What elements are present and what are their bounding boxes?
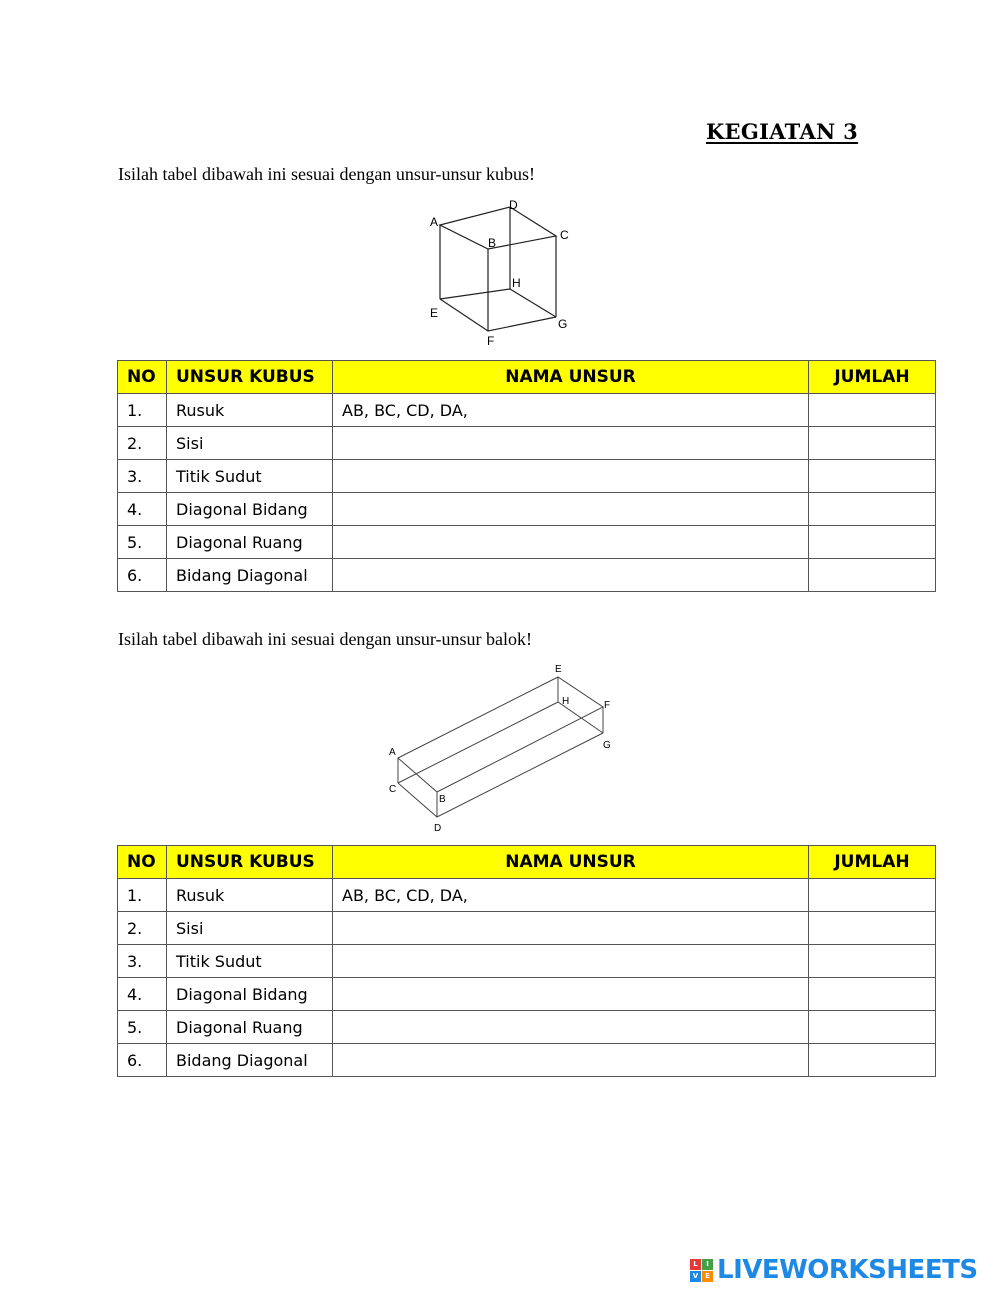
cell-unsur: Diagonal Ruang [167, 1011, 333, 1044]
table-row [118, 559, 936, 592]
cube-label-b: B [488, 236, 497, 250]
cell-no: 3. [118, 945, 167, 978]
cell-unsur: Bidang Diagonal [167, 1044, 333, 1077]
cell-nama-input[interactable] [333, 912, 809, 945]
cuboid-label-c: C [389, 784, 397, 795]
header-nama: NAMA UNSUR [333, 361, 809, 394]
cell-nama-input[interactable]: AB, BC, CD, DA, [333, 879, 809, 912]
cuboid-label-d: D [434, 823, 442, 834]
table-header-row [118, 846, 936, 879]
cell-nama-input[interactable] [333, 945, 809, 978]
cell-unsur: Rusuk [167, 394, 333, 427]
header-unsur: UNSUR KUBUS [167, 361, 333, 394]
cuboid-label-g: G [603, 740, 611, 751]
cube-label-h: H [512, 276, 521, 290]
cell-no: 6. [118, 1044, 167, 1077]
logo-tile: V [690, 1271, 701, 1282]
cell-jumlah-input[interactable] [809, 394, 936, 427]
cell-unsur: Titik Sudut [167, 460, 333, 493]
cell-nama-input[interactable] [333, 526, 809, 559]
cuboid-label-a: A [389, 747, 396, 758]
cell-no: 4. [118, 978, 167, 1011]
instruction-balok: Isilah tabel dibawah ini sesuai dengan unsur-unsur balok! [118, 629, 533, 649]
logo-icon [690, 1259, 713, 1282]
cell-jumlah-input[interactable] [809, 1011, 936, 1044]
cell-jumlah-input[interactable] [809, 879, 936, 912]
brand-name: LIVEWORKSHEETS [717, 1255, 978, 1285]
table-row [118, 526, 936, 559]
table-row [118, 1011, 936, 1044]
cell-jumlah-input[interactable] [809, 912, 936, 945]
cell-nama-input[interactable] [333, 978, 809, 1011]
cell-unsur: Bidang Diagonal [167, 559, 333, 592]
table-row [118, 493, 936, 526]
cell-nama-input[interactable] [333, 427, 809, 460]
cuboid-label-e: E [555, 664, 562, 675]
cell-jumlah-input[interactable] [809, 493, 936, 526]
cell-jumlah-input[interactable] [809, 978, 936, 1011]
cell-nama-input[interactable] [333, 559, 809, 592]
cube-label-c: C [560, 228, 569, 242]
cell-nama-input[interactable] [333, 1044, 809, 1077]
cell-no: 4. [118, 493, 167, 526]
logo-tile: E [702, 1271, 713, 1282]
table-row [118, 912, 936, 945]
logo-tile: I [702, 1259, 713, 1270]
cell-no: 3. [118, 460, 167, 493]
header-jumlah: JUMLAH [809, 846, 936, 879]
cell-jumlah-input[interactable] [809, 427, 936, 460]
cube-label-f: F [487, 334, 495, 348]
cuboid-label-b: B [439, 794, 446, 805]
cell-jumlah-input[interactable] [809, 526, 936, 559]
table-row [118, 460, 936, 493]
cell-unsur: Sisi [167, 912, 333, 945]
cell-no: 5. [118, 1011, 167, 1044]
cell-jumlah-input[interactable] [809, 460, 936, 493]
cube-figure [400, 192, 600, 352]
table-kubus [117, 360, 936, 592]
logo-tile: L [690, 1259, 701, 1270]
cell-no: 1. [118, 394, 167, 427]
cell-no: 2. [118, 427, 167, 460]
cell-no: 5. [118, 526, 167, 559]
cell-nama-input[interactable]: AB, BC, CD, DA, [333, 394, 809, 427]
header-nama: NAMA UNSUR [333, 846, 809, 879]
cuboid-label-h: H [562, 696, 570, 707]
page-title: KEGIATAN 3 [706, 119, 859, 144]
cell-no: 2. [118, 912, 167, 945]
table-header-row [118, 361, 936, 394]
cell-nama-input[interactable] [333, 460, 809, 493]
cell-jumlah-input[interactable] [809, 945, 936, 978]
cell-unsur: Diagonal Bidang [167, 978, 333, 1011]
cell-jumlah-input[interactable] [809, 559, 936, 592]
header-unsur: UNSUR KUBUS [167, 846, 333, 879]
cube-label-d: D [509, 198, 518, 212]
cell-unsur: Diagonal Ruang [167, 526, 333, 559]
cell-unsur: Diagonal Bidang [167, 493, 333, 526]
cell-nama-input[interactable] [333, 493, 809, 526]
cube-label-a: A [430, 215, 439, 229]
header-no: NO [118, 846, 167, 879]
table-row [118, 427, 936, 460]
cell-unsur: Titik Sudut [167, 945, 333, 978]
cube-label-g: G [558, 317, 568, 331]
table-row [118, 394, 936, 427]
header-no: NO [118, 361, 167, 394]
cell-unsur: Sisi [167, 427, 333, 460]
cell-unsur: Rusuk [167, 879, 333, 912]
cell-no: 1. [118, 879, 167, 912]
table-row [118, 1044, 936, 1077]
table-row [118, 945, 936, 978]
table-row [118, 978, 936, 1011]
cuboid-figure [370, 660, 630, 840]
cell-no: 6. [118, 559, 167, 592]
liveworksheets-logo [690, 1255, 978, 1285]
cube-top-face [440, 207, 556, 249]
cuboid-label-f: F [604, 700, 611, 711]
instruction-kubus: Isilah tabel dibawah ini sesuai dengan unsur-unsur kubus! [118, 164, 536, 184]
cell-nama-input[interactable] [333, 1011, 809, 1044]
table-balok [117, 845, 936, 1077]
table-row [118, 879, 936, 912]
cube-label-e: E [430, 306, 439, 320]
header-jumlah: JUMLAH [809, 361, 936, 394]
cell-jumlah-input[interactable] [809, 1044, 936, 1077]
